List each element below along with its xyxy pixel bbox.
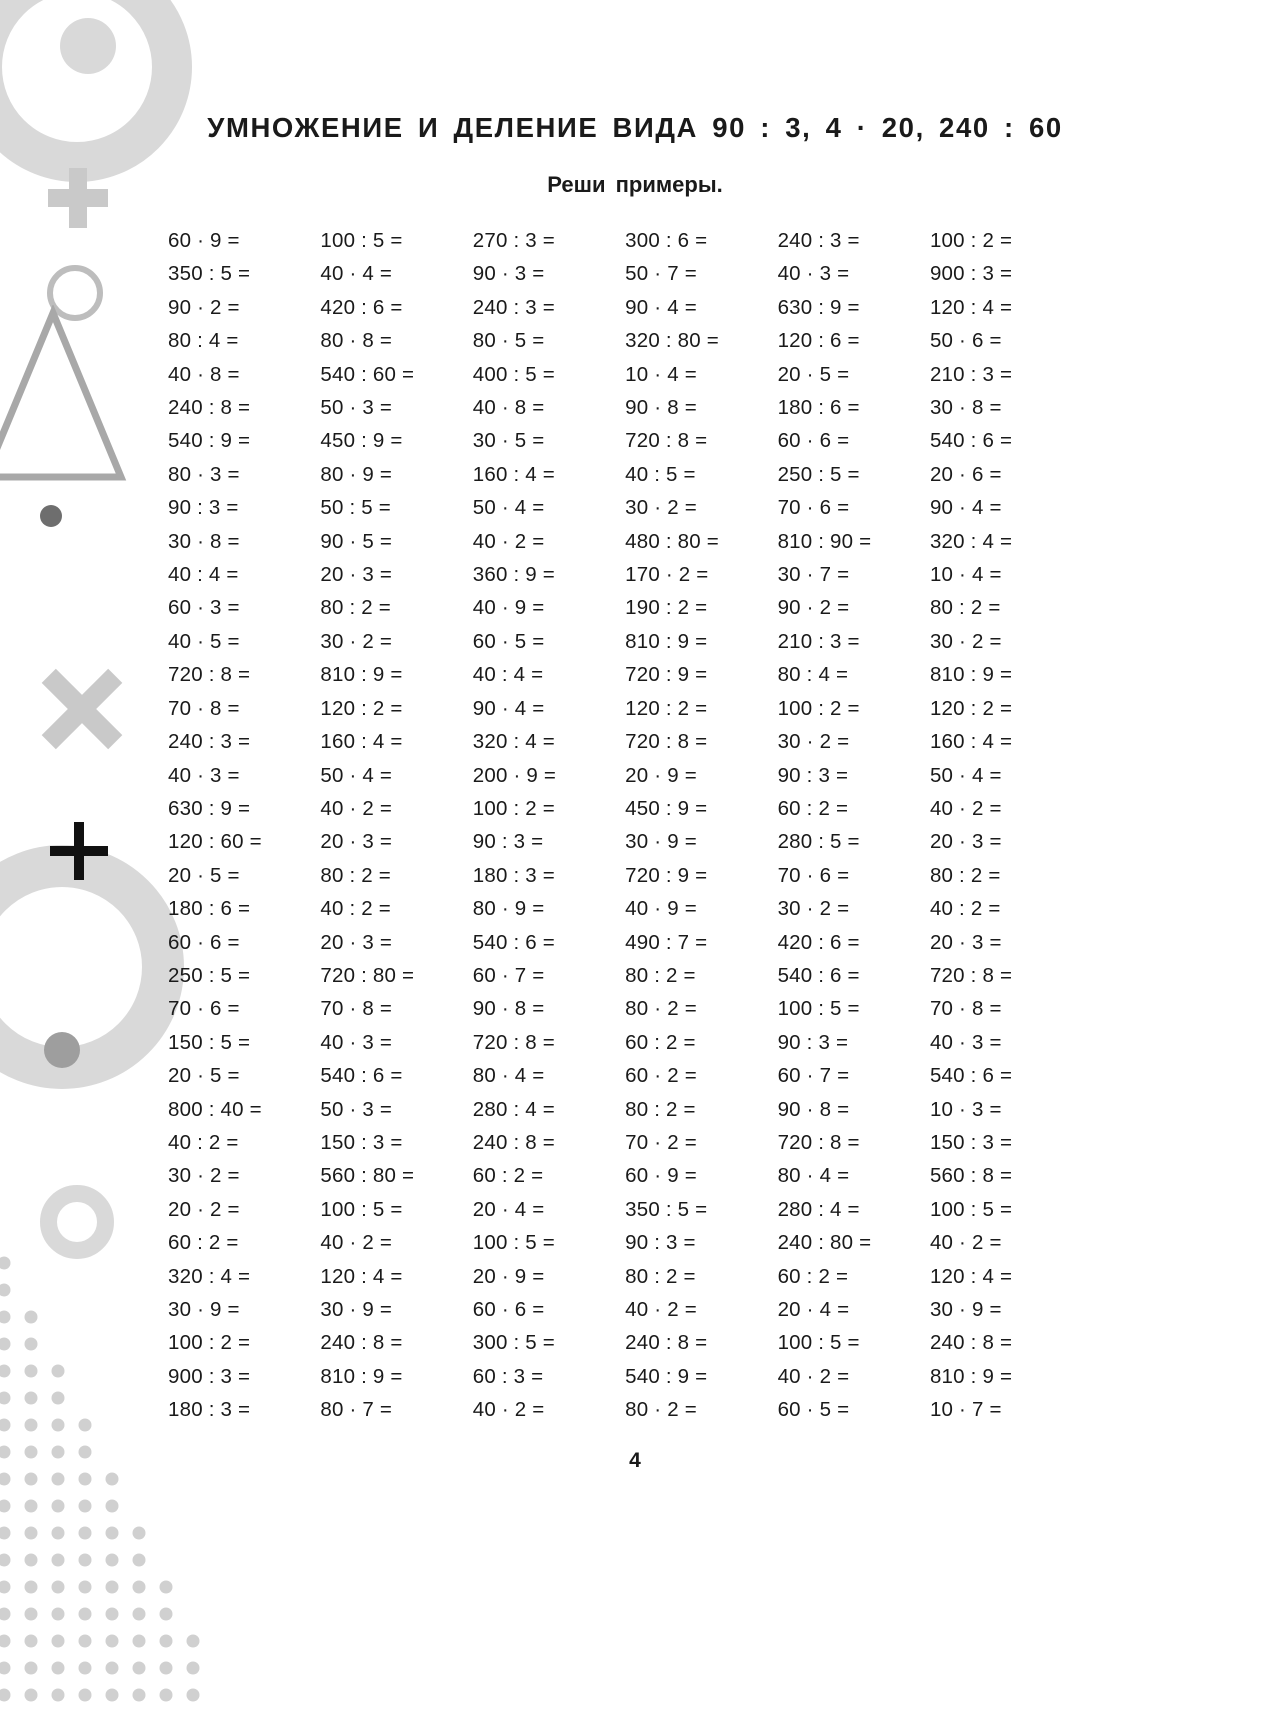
exercise-item: 90 · 8 = bbox=[625, 396, 697, 420]
exercise-item: 40 : 4 = bbox=[472, 663, 544, 687]
exercise-item: 720 : 8 = bbox=[777, 1130, 860, 1154]
exercise-item: 40 · 3 = bbox=[777, 262, 850, 286]
exercise-item: 120 : 60 = bbox=[168, 830, 262, 854]
exercise-item: 120 : 2 = bbox=[625, 696, 708, 720]
exercise-item: 80 · 5 = bbox=[472, 329, 545, 353]
exercise-grid bbox=[168, 224, 1080, 1427]
exercise-item: 280 : 4 = bbox=[472, 1097, 555, 1121]
exercise-item: 60 · 3 = bbox=[168, 596, 240, 620]
exercise-item: 30 · 2 = bbox=[625, 496, 697, 520]
exercise-item: 720 : 8 = bbox=[929, 963, 1013, 987]
exercise-item: 560 : 80 = bbox=[320, 1164, 415, 1188]
exercise-item: 50 · 6 = bbox=[929, 329, 1002, 353]
exercise-item: 720 : 8 = bbox=[625, 730, 708, 754]
exercise-item: 70 · 6 = bbox=[777, 496, 850, 520]
exercise-item: 630 : 9 = bbox=[168, 796, 251, 820]
exercise-item: 90 : 3 = bbox=[625, 1231, 696, 1255]
exercise-item: 30 · 5 = bbox=[472, 429, 545, 453]
exercise-item: 30 · 9 = bbox=[320, 1298, 393, 1321]
exercise-item: 10 · 3 = bbox=[929, 1097, 1002, 1121]
exercise-item: 250 : 5 = bbox=[777, 462, 860, 486]
exercise-item: 20 · 3 = bbox=[929, 930, 1002, 954]
exercise-item: 420 : 6 = bbox=[320, 295, 403, 319]
exercise-item: 50 · 4 = bbox=[320, 763, 393, 787]
exercise-item: 120 : 2 = bbox=[929, 696, 1013, 720]
exercise-item: 20 · 4 = bbox=[777, 1298, 850, 1321]
exercise-item: 630 : 9 = bbox=[777, 295, 860, 319]
exercise-item: 40 · 4 = bbox=[320, 262, 393, 286]
exercise-item: 80 · 4 = bbox=[472, 1064, 545, 1088]
exercise-item: 20 · 2 = bbox=[168, 1197, 240, 1221]
exercise-item: 240 : 8 = bbox=[320, 1331, 403, 1355]
exercise-item: 240 : 80 = bbox=[777, 1231, 872, 1255]
exercise-item: 30 · 9 = bbox=[929, 1298, 1002, 1321]
exercise-item: 10 · 4 = bbox=[625, 362, 697, 386]
exercise-column-2 bbox=[320, 224, 470, 1427]
exercise-item: 240 : 8 = bbox=[625, 1331, 708, 1355]
exercise-item: 540 : 6 = bbox=[320, 1064, 403, 1088]
exercise-column-5 bbox=[778, 224, 928, 1427]
exercise-item: 40 · 2 = bbox=[929, 1231, 1002, 1255]
exercise-item: 40 · 2 = bbox=[777, 1364, 850, 1388]
exercise-item: 20 · 4 = bbox=[472, 1197, 545, 1221]
exercise-item: 320 : 4 = bbox=[168, 1264, 251, 1288]
exercise-item: 60 · 7 = bbox=[472, 963, 545, 987]
exercise-item: 100 : 5 = bbox=[777, 997, 860, 1021]
exercise-item: 180 : 6 = bbox=[168, 897, 251, 921]
exercise-item: 150 : 5 = bbox=[168, 1030, 251, 1054]
exercise-item: 40 : 2 = bbox=[168, 1130, 239, 1154]
exercise-item: 420 : 6 = bbox=[777, 930, 860, 954]
exercise-item: 20 · 9 = bbox=[625, 763, 697, 787]
exercise-item: 160 : 4 = bbox=[472, 462, 555, 486]
exercise-item: 100 : 2 = bbox=[777, 696, 860, 720]
exercise-item: 280 : 5 = bbox=[777, 830, 860, 854]
exercise-item: 100 : 5 = bbox=[320, 229, 403, 252]
exercise-item: 30 · 7 = bbox=[777, 563, 850, 587]
exercise-item: 540 : 9 = bbox=[168, 429, 251, 453]
exercise-item: 240 : 8 = bbox=[168, 396, 251, 420]
exercise-item: 100 : 2 = bbox=[472, 796, 555, 820]
exercise-item: 60 · 6 = bbox=[472, 1298, 545, 1321]
exercise-item: 540 : 60 = bbox=[320, 362, 415, 386]
exercise-item: 100 : 5 = bbox=[320, 1197, 403, 1221]
exercise-item: 170 · 2 = bbox=[625, 563, 709, 587]
exercise-item: 20 · 5 = bbox=[168, 1064, 240, 1088]
exercise-item: 240 : 3 = bbox=[472, 295, 555, 319]
exercise-item: 80 : 4 = bbox=[777, 663, 849, 687]
exercise-item: 70 · 8 = bbox=[929, 997, 1002, 1021]
exercise-item: 350 : 5 = bbox=[625, 1197, 708, 1221]
exercise-item: 90 : 3 = bbox=[777, 1030, 849, 1054]
exercise-item: 250 : 5 = bbox=[168, 963, 251, 987]
exercise-item: 720 : 8 = bbox=[472, 1030, 555, 1054]
exercise-item: 50 · 7 = bbox=[625, 262, 697, 286]
exercise-item: 40 · 3 = bbox=[929, 1030, 1002, 1054]
exercise-item: 30 · 8 = bbox=[168, 529, 240, 553]
exercise-item: 60 : 2 = bbox=[777, 1264, 849, 1288]
exercise-item: 40 · 2 = bbox=[929, 796, 1002, 820]
exercise-item: 810 : 9 = bbox=[625, 629, 708, 653]
exercise-item: 720 : 9 = bbox=[625, 863, 708, 887]
exercise-item: 80 : 2 = bbox=[625, 963, 696, 987]
exercise-item: 90 · 8 = bbox=[777, 1097, 850, 1121]
exercise-item: 20 · 6 = bbox=[929, 462, 1002, 486]
exercise-item: 80 · 2 = bbox=[625, 997, 697, 1021]
exercise-item: 20 · 3 = bbox=[320, 930, 393, 954]
exercise-item: 190 : 2 = bbox=[625, 596, 708, 620]
exercise-item: 40 · 9 = bbox=[625, 897, 697, 921]
exercise-item: 810 : 9 = bbox=[929, 1364, 1013, 1388]
exercise-item: 60 · 2 = bbox=[625, 1064, 697, 1088]
exercise-item: 40 · 8 = bbox=[472, 396, 545, 420]
exercise-item: 160 : 4 = bbox=[929, 730, 1013, 754]
exercise-item: 800 : 40 = bbox=[168, 1097, 262, 1121]
exercise-item: 70 · 6 = bbox=[168, 997, 240, 1021]
exercise-item: 450 : 9 = bbox=[320, 429, 403, 453]
exercise-item: 90 · 4 = bbox=[472, 696, 545, 720]
exercise-item: 400 : 5 = bbox=[472, 362, 555, 386]
exercise-item: 20 · 9 = bbox=[472, 1264, 545, 1288]
exercise-item: 210 : 3 = bbox=[929, 362, 1013, 386]
exercise-item: 80 : 2 = bbox=[320, 863, 391, 887]
exercise-item: 40 · 3 = bbox=[168, 763, 240, 787]
instruction-text: Реши примеры. bbox=[547, 172, 723, 197]
exercise-item: 80 : 2 = bbox=[320, 596, 391, 620]
exercise-item: 280 : 4 = bbox=[777, 1197, 860, 1221]
page-title: УМНОЖЕНИЕ И ДЕЛЕНИЕ ВИДА 90 : 3, 4 · 20, 240 : 60 bbox=[207, 112, 1063, 143]
exercise-item: 50 : 5 = bbox=[320, 496, 391, 520]
exercise-item: 810 : 9 = bbox=[320, 663, 403, 687]
exercise-item: 270 : 3 = bbox=[472, 229, 555, 252]
exercise-item: 30 · 9 = bbox=[168, 1298, 240, 1321]
exercise-item: 810 : 9 = bbox=[929, 663, 1013, 687]
exercise-item: 540 : 6 = bbox=[929, 1064, 1013, 1088]
exercise-item: 160 : 4 = bbox=[320, 730, 403, 754]
exercise-item: 720 : 8 = bbox=[168, 663, 251, 687]
exercise-column-3 bbox=[473, 224, 623, 1427]
exercise-item: 60 : 2 = bbox=[625, 1030, 696, 1054]
exercise-item: 490 : 7 = bbox=[625, 930, 708, 954]
page-number: 4 bbox=[629, 1449, 641, 1472]
exercise-item: 40 : 4 = bbox=[168, 563, 239, 587]
exercise-item: 60 · 6 = bbox=[777, 429, 850, 453]
exercise-item: 80 · 4 = bbox=[777, 1164, 850, 1188]
exercise-item: 40 · 2 = bbox=[320, 796, 393, 820]
exercise-item: 90 · 2 = bbox=[168, 295, 240, 319]
exercise-item: 100 : 5 = bbox=[777, 1331, 860, 1355]
exercise-item: 540 : 9 = bbox=[625, 1364, 708, 1388]
exercise-item: 900 : 3 = bbox=[168, 1364, 251, 1388]
exercise-item: 240 : 3 = bbox=[168, 730, 251, 754]
exercise-item: 30 · 2 = bbox=[777, 730, 850, 754]
exercise-item: 40 : 5 = bbox=[625, 462, 696, 486]
exercise-item: 360 : 9 = bbox=[472, 563, 555, 587]
exercise-item: 30 · 9 = bbox=[625, 830, 697, 854]
exercise-item: 50 · 4 = bbox=[929, 763, 1002, 787]
exercise-item: 60 · 9 = bbox=[625, 1164, 697, 1188]
exercise-item: 80 : 2 = bbox=[929, 596, 1001, 620]
exercise-item: 120 : 4 = bbox=[320, 1264, 403, 1288]
exercise-item: 80 · 9 = bbox=[320, 462, 393, 486]
exercise-item: 240 : 8 = bbox=[472, 1130, 555, 1154]
exercise-item: 720 : 80 = bbox=[320, 963, 415, 987]
exercise-item: 60 · 9 = bbox=[168, 229, 240, 252]
exercise-item: 90 · 2 = bbox=[777, 596, 850, 620]
exercise-item: 80 · 2 = bbox=[625, 1398, 697, 1422]
exercise-column-6 bbox=[930, 224, 1080, 1427]
exercise-item: 60 · 5 = bbox=[472, 629, 545, 653]
exercise-item: 20 · 3 = bbox=[320, 563, 393, 587]
exercise-item: 40 · 5 = bbox=[168, 629, 240, 653]
exercise-item: 320 : 4 = bbox=[929, 529, 1013, 553]
exercise-item: 90 : 3 = bbox=[472, 830, 544, 854]
exercise-item: 10 · 7 = bbox=[929, 1398, 1002, 1422]
exercise-item: 560 : 8 = bbox=[929, 1164, 1013, 1188]
exercise-item: 80 : 2 = bbox=[929, 863, 1001, 887]
exercise-item: 30 · 2 = bbox=[777, 897, 850, 921]
exercise-item: 40 · 8 = bbox=[168, 362, 240, 386]
exercise-item: 120 : 4 = bbox=[929, 295, 1013, 319]
exercise-item: 900 : 3 = bbox=[929, 262, 1013, 286]
exercise-item: 90 · 5 = bbox=[320, 529, 393, 553]
exercise-item: 20 · 3 = bbox=[929, 830, 1002, 854]
exercise-item: 100 : 2 = bbox=[929, 229, 1013, 252]
exercise-item: 40 · 9 = bbox=[472, 596, 545, 620]
exercise-item: 80 : 2 = bbox=[625, 1097, 696, 1121]
exercise-item: 90 : 3 = bbox=[777, 763, 849, 787]
exercise-item: 100 : 5 = bbox=[472, 1231, 555, 1255]
exercise-item: 210 : 3 = bbox=[777, 629, 860, 653]
exercise-item: 80 · 7 = bbox=[320, 1398, 393, 1422]
exercise-item: 40 · 2 = bbox=[472, 1398, 545, 1422]
exercise-item: 50 · 3 = bbox=[320, 396, 393, 420]
exercise-item: 20 · 3 = bbox=[320, 830, 393, 854]
exercise-item: 60 : 2 = bbox=[777, 796, 849, 820]
exercise-item: 40 · 2 = bbox=[625, 1298, 697, 1321]
exercise-item: 120 : 4 = bbox=[929, 1264, 1013, 1288]
exercise-item: 70 · 2 = bbox=[625, 1130, 697, 1154]
exercise-item: 810 : 9 = bbox=[320, 1364, 403, 1388]
exercise-item: 150 : 3 = bbox=[929, 1130, 1013, 1154]
exercise-item: 50 · 4 = bbox=[472, 496, 545, 520]
exercise-item: 480 : 80 = bbox=[625, 529, 719, 553]
exercise-item: 240 : 8 = bbox=[929, 1331, 1013, 1355]
exercise-item: 60 : 3 = bbox=[472, 1364, 544, 1388]
exercise-item: 80 · 8 = bbox=[320, 329, 393, 353]
exercise-item: 70 · 8 = bbox=[168, 696, 240, 720]
exercise-column-1 bbox=[168, 224, 318, 1427]
exercise-item: 60 : 2 = bbox=[168, 1231, 239, 1255]
exercise-item: 240 : 3 = bbox=[777, 229, 860, 252]
exercise-item: 90 : 3 = bbox=[168, 496, 239, 520]
exercise-item: 350 : 5 = bbox=[168, 262, 251, 286]
exercise-item: 320 : 4 = bbox=[472, 730, 555, 754]
exercise-item: 80 : 4 = bbox=[168, 329, 239, 353]
exercise-item: 810 : 90 = bbox=[777, 529, 872, 553]
exercise-item: 60 · 6 = bbox=[168, 930, 240, 954]
exercise-item: 540 : 6 = bbox=[929, 429, 1013, 453]
exercise-item: 180 : 3 = bbox=[168, 1398, 251, 1422]
exercise-item: 120 : 6 = bbox=[777, 329, 860, 353]
exercise-item: 80 : 2 = bbox=[625, 1264, 696, 1288]
exercise-item: 80 · 3 = bbox=[168, 462, 240, 486]
exercise-item: 90 · 3 = bbox=[472, 262, 545, 286]
exercise-item: 70 · 8 = bbox=[320, 997, 393, 1021]
exercise-item: 450 : 9 = bbox=[625, 796, 708, 820]
exercise-item: 300 : 6 = bbox=[625, 229, 708, 252]
exercise-item: 90 · 4 = bbox=[625, 295, 697, 319]
exercise-item: 120 : 2 = bbox=[320, 696, 403, 720]
exercise-item: 540 : 6 = bbox=[777, 963, 860, 987]
exercise-item: 40 : 2 = bbox=[929, 897, 1001, 921]
exercise-item: 320 : 80 = bbox=[625, 329, 719, 353]
exercise-item: 40 · 2 = bbox=[472, 529, 545, 553]
exercise-item: 180 : 6 = bbox=[777, 396, 860, 420]
exercise-item: 30 · 2 = bbox=[929, 629, 1002, 653]
exercise-item: 200 · 9 = bbox=[472, 763, 557, 787]
exercise-item: 30 · 2 = bbox=[168, 1164, 240, 1188]
exercise-item: 20 · 5 = bbox=[168, 863, 240, 887]
exercise-item: 20 · 5 = bbox=[777, 362, 850, 386]
exercise-item: 80 · 9 = bbox=[472, 897, 545, 921]
exercise-item: 150 : 3 = bbox=[320, 1130, 403, 1154]
exercise-item: 60 · 5 = bbox=[777, 1398, 850, 1422]
exercise-column-4 bbox=[625, 224, 775, 1427]
exercise-item: 540 : 6 = bbox=[472, 930, 555, 954]
exercise-item: 300 : 5 = bbox=[472, 1331, 555, 1355]
exercise-item: 90 · 8 = bbox=[472, 997, 545, 1021]
exercise-item: 720 : 8 = bbox=[625, 429, 708, 453]
exercise-item: 180 : 3 = bbox=[472, 863, 555, 887]
exercise-item: 50 · 3 = bbox=[320, 1097, 393, 1121]
exercise-item: 10 · 4 = bbox=[929, 563, 1002, 587]
exercise-item: 40 · 2 = bbox=[320, 1231, 393, 1255]
exercise-item: 60 : 2 = bbox=[472, 1164, 544, 1188]
exercise-item: 40 : 2 = bbox=[320, 897, 391, 921]
exercise-item: 100 : 2 = bbox=[168, 1331, 251, 1355]
exercise-item: 40 · 3 = bbox=[320, 1030, 393, 1054]
exercise-item: 90 · 4 = bbox=[929, 496, 1002, 520]
exercise-item: 720 : 9 = bbox=[625, 663, 708, 687]
exercise-item: 30 · 2 = bbox=[320, 629, 393, 653]
exercise-item: 100 : 5 = bbox=[929, 1197, 1013, 1221]
exercise-item: 70 · 6 = bbox=[777, 863, 850, 887]
exercise-item: 60 · 7 = bbox=[777, 1064, 850, 1088]
exercise-item: 30 · 8 = bbox=[929, 396, 1002, 420]
